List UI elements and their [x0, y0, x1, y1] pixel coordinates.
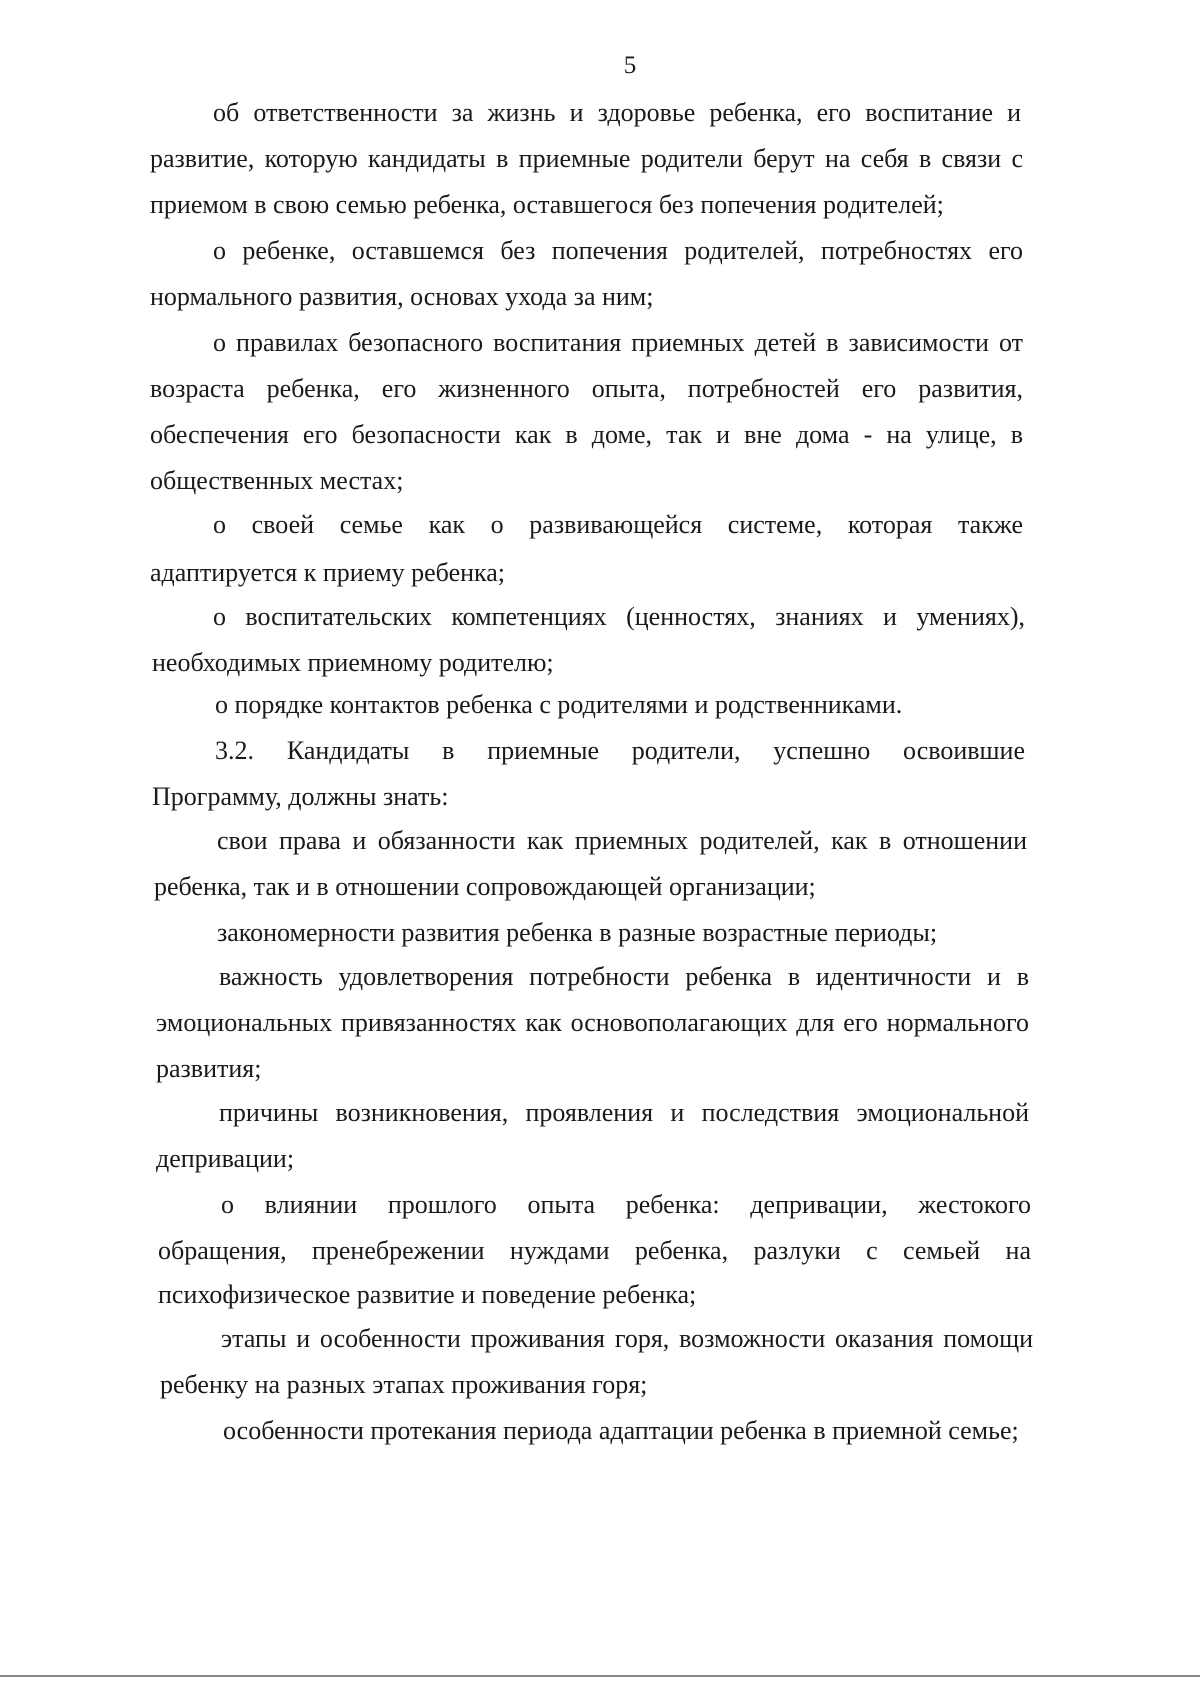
text-line: нормального развития, основах ухода за ним; — [150, 282, 654, 311]
text-line: 3.2. Кандидаты в приемные родители, успешно освоившие — [215, 736, 1025, 765]
text-line: общественных местах; — [150, 466, 404, 495]
text-line: причины возникновения, проявления и последствия эмоциональной — [219, 1098, 1029, 1127]
text-line: о порядке контактов ребенка с родителями и родственниками. — [215, 690, 903, 719]
text-line: Программу, должны знать: — [152, 782, 449, 811]
text-line: этапы и особенности проживания горя, возможности оказания помощи — [221, 1324, 1033, 1353]
text-line: приемом в свою семью ребенка, оставшегося без попечения родителей; — [150, 190, 944, 219]
text-line: психофизическое развитие и поведение ребенка; — [158, 1280, 697, 1309]
text-line: ребенку на разных этапах проживания горя; — [160, 1370, 648, 1399]
text-line: развития; — [156, 1054, 262, 1083]
text-line: ребенка, так и в отношении сопровождающей организации; — [154, 872, 816, 901]
text-line: необходимых приемному родителю; — [152, 648, 554, 677]
text-line: возраста ребенка, его жизненного опыта, потребностей его развития, — [150, 374, 1023, 403]
text-line: эмоциональных привязанностях как основополагающих для его нормального — [156, 1008, 1029, 1037]
text-line: о воспитательских компетенциях (ценностях, знаниях и умениях), — [213, 602, 1025, 631]
text-line: об ответственности за жизнь и здоровье ребенка, его воспитание и — [213, 98, 1021, 127]
scan-edge-rule — [0, 1675, 1200, 1677]
text-line: обеспечения его безопасности как в доме, так и вне дома - на улице, в — [150, 420, 1023, 449]
text-line: о ребенке, оставшемся без попечения родителей, потребностях его — [213, 236, 1023, 265]
text-line: закономерности развития ребенка в разные возрастные периоды; — [217, 918, 938, 947]
text-line: развитие, которую кандидаты в приемные родители берут на себя в связи с — [150, 144, 1023, 173]
text-line: о правилах безопасного воспитания приемных детей в зависимости от — [213, 328, 1023, 357]
page-number: 5 — [623, 52, 637, 79]
text-line: особенности протекания периода адаптации ребенка в приемной семье; — [223, 1416, 1019, 1445]
text-line: важность удовлетворения потребности ребенка в идентичности и в — [219, 962, 1029, 991]
text-line: обращения, пренебрежении нуждами ребенка, разлуки с семьей на — [158, 1236, 1031, 1265]
text-line: о своей семье как о развивающейся системе, которая также — [213, 510, 1023, 539]
text-line: о влиянии прошлого опыта ребенка: депривации, жестокого — [221, 1190, 1031, 1219]
text-line: адаптируется к приему ребенка; — [150, 558, 506, 587]
text-line: свои права и обязанности как приемных родителей, как в отношении — [217, 826, 1027, 855]
text-line: депривации; — [156, 1144, 295, 1173]
